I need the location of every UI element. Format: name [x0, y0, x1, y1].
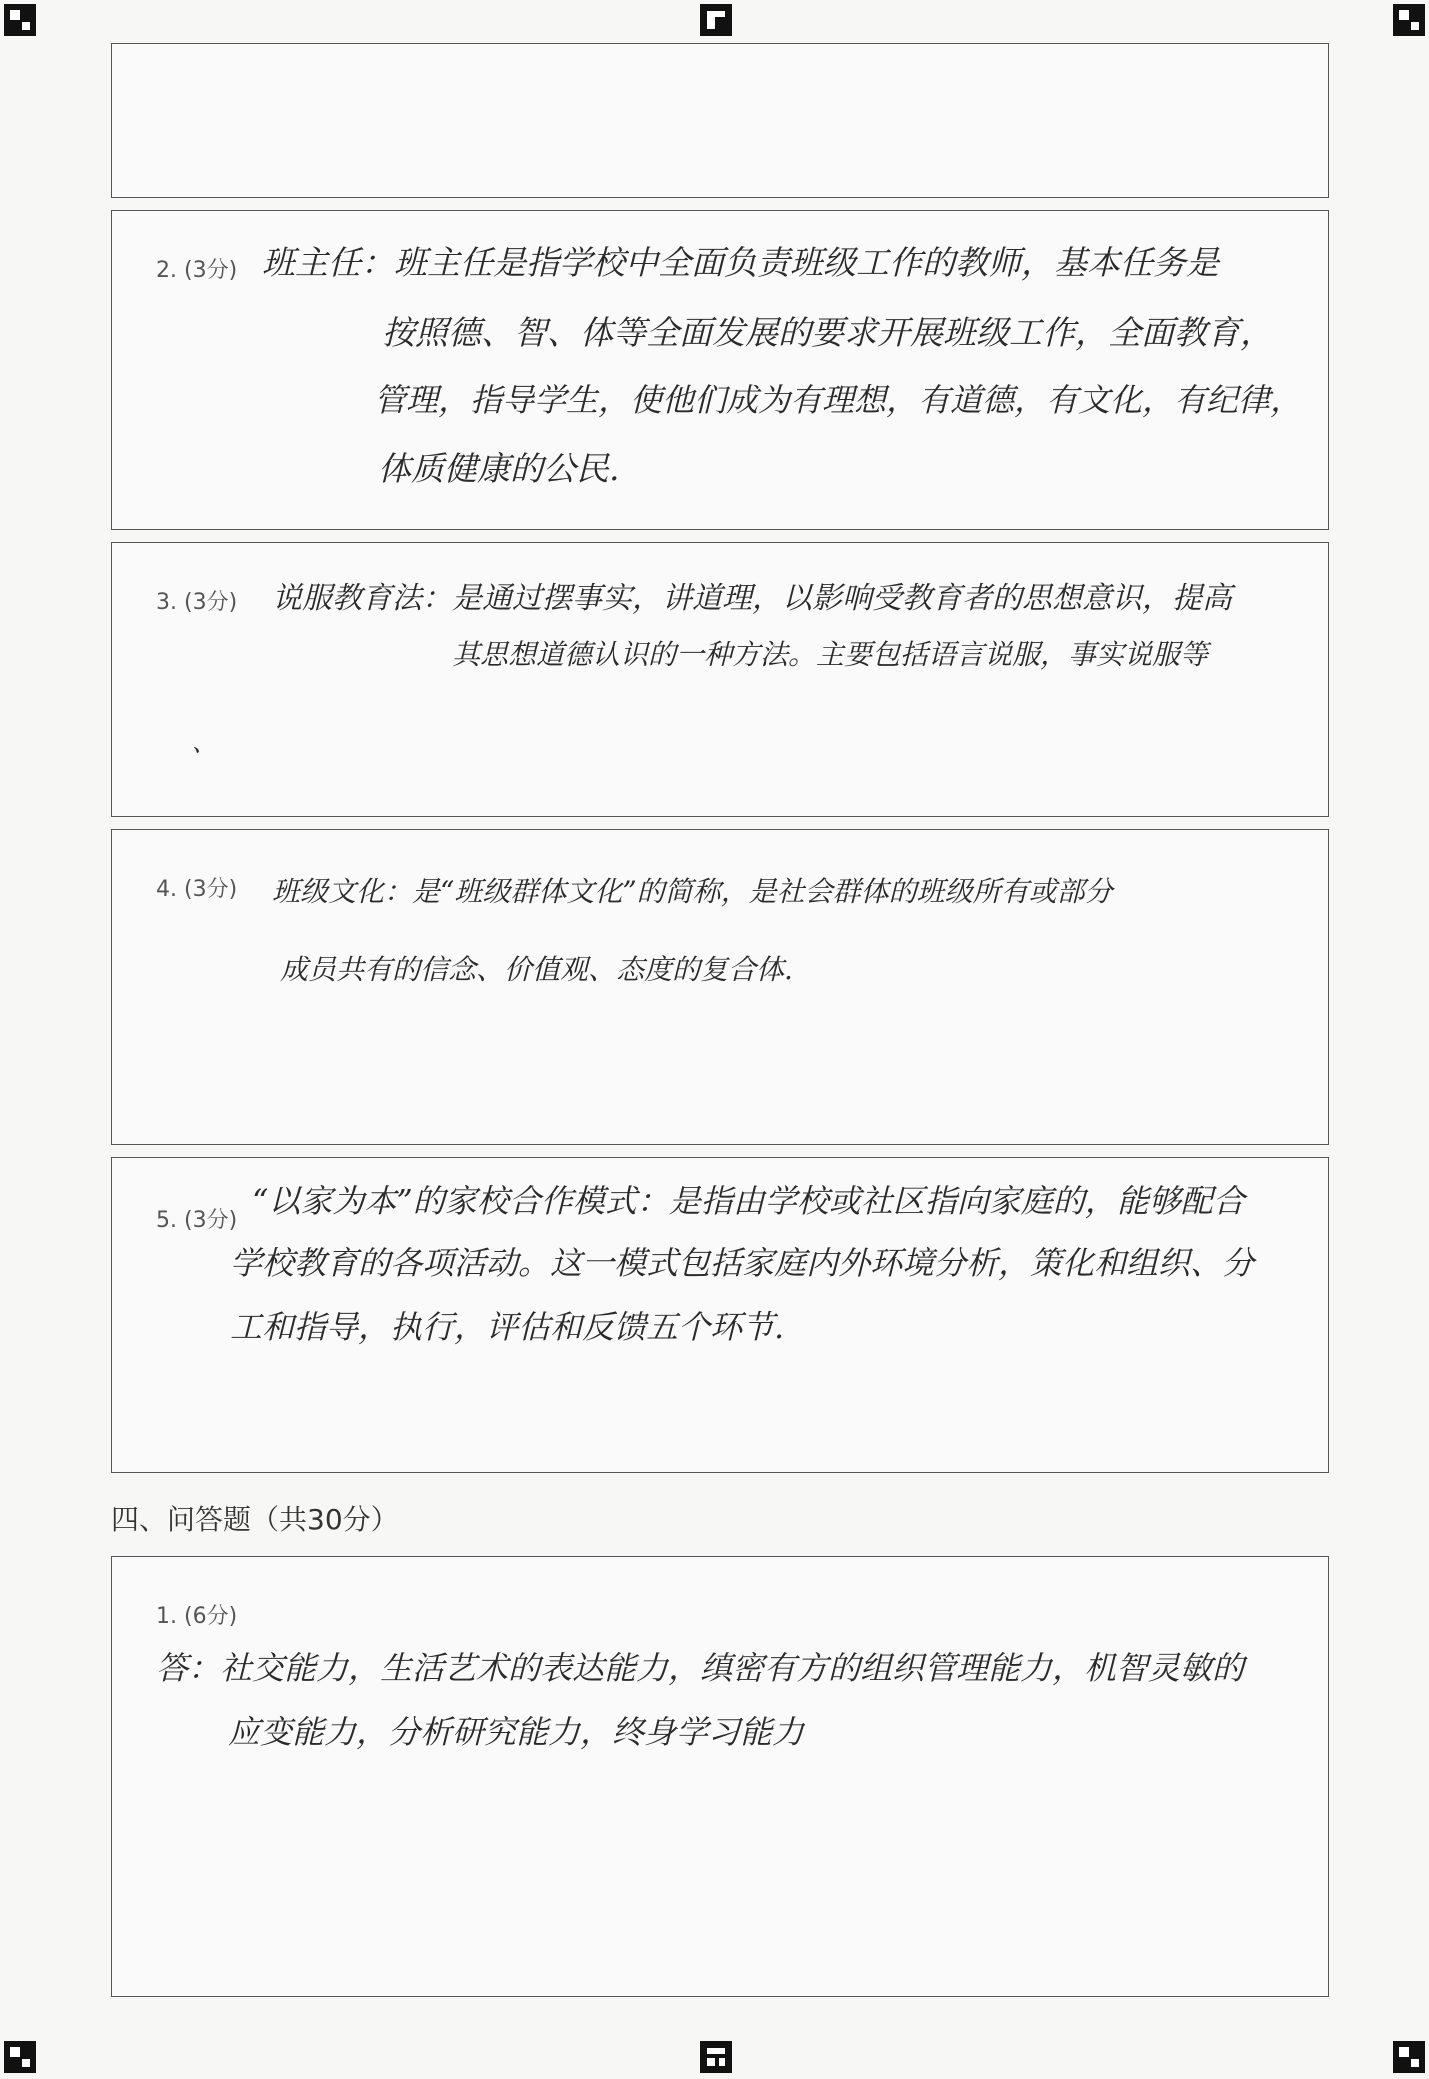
fiducial-marker-bottom-center [700, 2041, 732, 2073]
answer-box-q4 [111, 829, 1329, 1145]
answer-box-q2 [111, 210, 1329, 530]
handwritten-line: 其思想道德认识的一种方法。主要包括语言说服，事实说服等 [452, 638, 1209, 671]
answer-box-q3 [111, 542, 1329, 817]
question-number: 5. (3分) [156, 1208, 238, 1233]
fiducial-marker-top-left [4, 4, 36, 36]
handwritten-line: 工和指导，执行，评估和反馈五个环节. [230, 1308, 785, 1346]
handwritten-line: 班级文化：是“班级群体文化”的简称，是社会群体的班级所有或部分 [272, 875, 1113, 908]
handwritten-line: 说服教育法：是通过摆事实，讲道理，以影响受教育者的思想意识，提高 [272, 581, 1232, 616]
fiducial-marker-bottom-left [4, 2041, 36, 2073]
question-number: 2. (3分) [156, 258, 238, 283]
fiducial-marker-bottom-right [1393, 2041, 1425, 2073]
handwritten-line: 答：社交能力，生活艺术的表达能力，缜密有方的组织管理能力，机智灵敏的 [156, 1649, 1245, 1687]
handwritten-line: 按照德、智、体等全面发展的要求开展班级工作，全面教育， [382, 313, 1273, 352]
handwritten-line: 体质健康的公民. [378, 449, 620, 488]
handwritten-line: 班主任：班主任是指学校中全面负责班级工作的教师，基本任务是 [262, 243, 1219, 282]
handwritten-line: 应变能力，分析研究能力，终身学习能力 [228, 1713, 805, 1751]
handwritten-line: 学校教育的各项活动。这一模式包括家庭内外环境分析，策化和组织、分 [230, 1244, 1255, 1282]
question-number: 4. (3分) [156, 877, 238, 902]
answer-box-essay-1 [111, 1556, 1329, 1997]
question-number: 3. (3分) [156, 590, 238, 615]
handwritten-line: “以家为本”的家校合作模式：是指由学校或社区指向家庭的，能够配合 [252, 1182, 1245, 1220]
question-number: 1. (6分) [156, 1604, 238, 1629]
handwritten-line: 成员共有的信念、价值观、态度的复合体. [280, 953, 793, 986]
fiducial-marker-top-right [1393, 4, 1425, 36]
stray-mark: 、 [192, 729, 216, 757]
fiducial-marker-top-center [700, 4, 732, 36]
handwritten-line: 管理，指导学生，使他们成为有理想，有道德，有文化，有纪律， [374, 381, 1303, 419]
answer-box-q5 [111, 1157, 1329, 1473]
section-title: 四、问答题（共30分） [111, 1503, 399, 1536]
answer-box-empty [111, 43, 1329, 198]
